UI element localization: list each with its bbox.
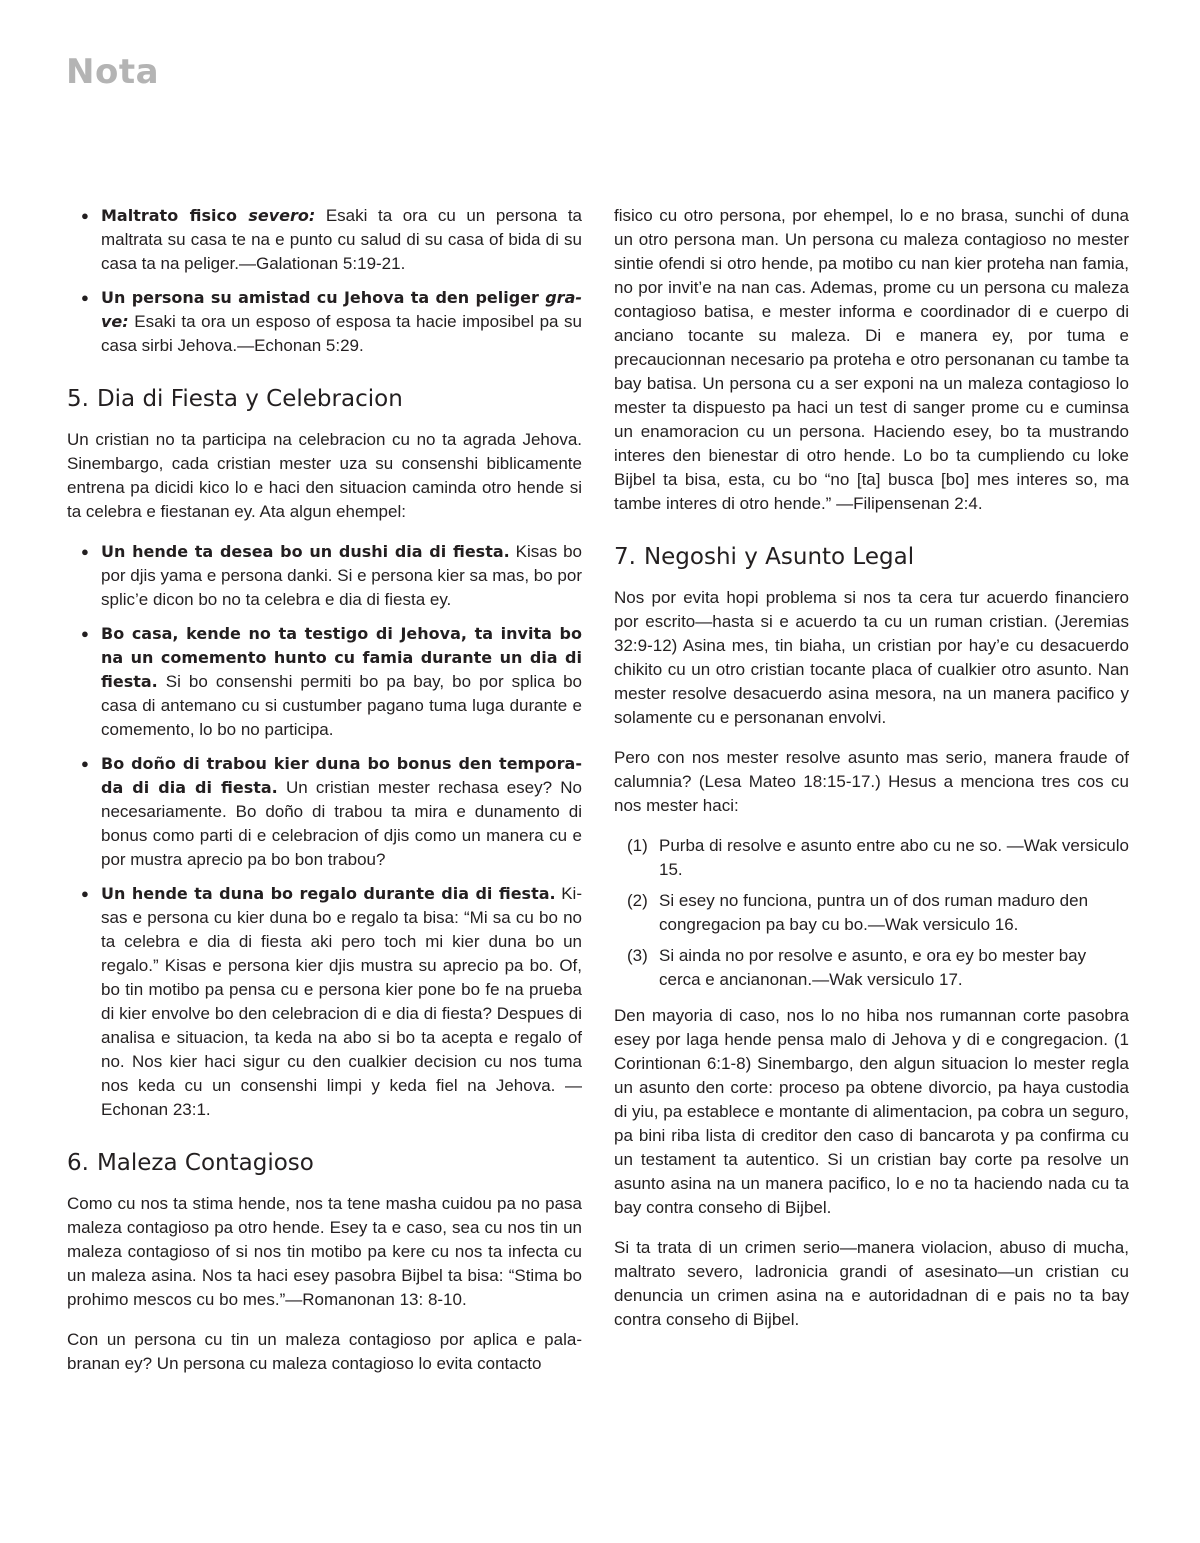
paragraph: Con un persona cu tin un maleza contagioso por aplica e palabranan ey? Un persona cu maleza contagioso lo evita contacto xyxy=(67,1330,582,1373)
section-title: Negoshi y Asunto Legal xyxy=(643,544,915,570)
step-number: (1) xyxy=(627,836,648,855)
list-item xyxy=(614,944,1129,992)
bullet-lead: Un hende ta desea bo un dushi dia di fiesta. xyxy=(101,542,510,561)
page-header-title: Nota xyxy=(66,52,160,92)
right-column xyxy=(614,204,1129,1348)
step-text: Purba di resolve e asunto entre abo cu ne so. —Wak versiculo 15. xyxy=(659,836,1129,879)
paragraph: Den mayoria di caso, nos lo no hiba nos rumannan corte pasobra esey por laga hende pensa malo di Jehova y di e congregacion. (1 Corintionan 6:1-8) Sinembargo, den algun situacion lo mester regla un asunto den corte: proceso pa obtene divorcio, pa haya custodia di yiu, pa establece e montante di alimentacion, pa cobra un seguro, pa bini riba lista di creditor den caso di bancarota y pa confirma cu un testament ta autentico. Si un cristian bay corte pa resolve un asunto asina na un manera pacifico, lo e no ta haciendo nada cu ta bay contra conseho di Bijbel. xyxy=(614,1006,1129,1217)
bullet-text: Un cristian mester rechasa esey? No necesariamente. Bo doño di trabou ta mira e dunamento di bonus como parti di e celebracion of djis como un manera cu e por mustra aprecio pa bo bon trabou? xyxy=(101,778,582,869)
section-heading-7 xyxy=(614,542,1129,572)
step-number: (3) xyxy=(627,946,648,965)
section-heading-5 xyxy=(67,384,582,414)
bullet-lead: Un hende ta duna bo regalo durante dia di fiesta. xyxy=(101,884,556,903)
section-title: Maleza Contagioso xyxy=(96,1150,314,1176)
section-number: 6. xyxy=(67,1150,89,1176)
step-number: (2) xyxy=(627,891,648,910)
bullet-list-top xyxy=(67,204,582,358)
bullet-text: Kisas bo por djis yama e persona danki. Si e persona kier sa mas, bo por splic’e dicon bo no ta celebra e dia di fiesta ey. xyxy=(101,542,582,609)
step-text: Si esey no funciona, puntra un of dos ruman maduro den congregacion pa bay cu bo.—Wak versiculo 16. xyxy=(659,891,1089,934)
bullet-text: Esaki ta ora un esposo of esposa ta hacie imposibel pa su casa sirbi Jehova.—Echonan 5:29. xyxy=(101,312,582,355)
list-item xyxy=(67,882,582,1122)
paragraph: Nos por evita hopi problema si nos ta cera tur acuerdo financiero por escrito—hasta si e acuerdo ta cu un ruman cristian. (Jeremias 32:9-12) Asina mes, tin biaha, un cristian por hay’e cu desacuerdo chikito cu un otro cristian tocante placa of cualkier otro asunto. Nan mester resolve desacuerdo asina mesora, na un manera pacifico y solamente cu e personanan envolvi. xyxy=(614,588,1129,727)
list-item xyxy=(67,752,582,872)
list-item xyxy=(67,622,582,742)
list-item xyxy=(614,889,1129,937)
section-heading-6 xyxy=(67,1148,582,1178)
bullet-text: Kisas e persona cu kier duna bo e regalo ta bisa: “Mi sa cu bo no ta celebra e dia di fiesta aki pero toch mi kier duna bo un regalo.” Kisas e persona kier djis mustra su aprecio pa bo. Of, bo tin motibo pa pensa cu e persona kier pone bo fe na prueba di kier envolve bo den celebracion di e dia di fiesta? Despues di analisa e situacion, ta keda na abo si bo ta acepta e regalo of no. Nos kier haci sigur cu den cualkier decision cu nos tuma nos keda cu un consenshi limpi y keda fiel na Jehova. —Echonan 23:1. xyxy=(101,884,582,1119)
paragraph: Pero con nos mester resolve asunto mas serio, manera fraude of calumnia? (Lesa Mateo 18:15-17.) Hesus a menciona tres cos cu nos mester haci: xyxy=(614,748,1129,815)
list-item xyxy=(67,286,582,358)
paragraph: Como cu nos ta stima hende, nos ta tene masha cuidou pa no pasa maleza contagioso pa otro hende. Esey ta e caso, sea cu nos tin un maleza contagioso of si nos tin motibo pa kere cu nos ta infecta cu un maleza asina. Nos ta haci esey pasobra Bijbel ta bisa: “Stima bo prohimo mescos cu bo mes.”—Romanonan 13: 8-10. xyxy=(67,1194,582,1309)
list-item xyxy=(67,540,582,612)
bullet-lead: Bo doño di trabou kier duna bo bonus den temporada di dia di fiesta. xyxy=(101,754,582,797)
paragraph: fisico cu otro persona, por ehempel, lo e no brasa, sunchi of duna un otro persona man. Un persona cu maleza contagioso no mester sintie ofendi si otro hende, pa motibo cu nan kier proteha nan famia, no por invit’e na nan cas. Ademas, prome cu un persona cu maleza contagioso batisa, e mester informa e coordinador di e cuerpo di anciano tocante su maleza. Di e manera ey, por tuma e precaucionnan necesario pa proteha e otro personanan cu tambe ta bay batisa. Un persona cu a ser exponi na un maleza contagioso lo mester ta dispuesto pa haci un test di sanger prome cu e cuminsa un enamoracion cu un persona. Haciendo esey, bo ta mustrando interes den bienestar di otro hende. Lo bo ta cumpliendo cu loke Bijbel ta bisa, esta, cu bo “no [ta] busca [bo] mes interes so, ma tambe interes di otro hende.” —Filipensenan 2:4. xyxy=(614,206,1129,513)
bullet-lead-italic: severo: xyxy=(248,206,316,225)
bullet-lead-italic: grave: xyxy=(101,288,582,331)
section-number: 7. xyxy=(614,544,636,570)
paragraph: Un cristian no ta participa na celebracion cu no ta agrada Jehova. Sinembargo, cada cristian mester uza su consenshi biblicamente entrena pa dicidi kico lo e haci den situacion caminda otro hende si ta celebra e fiestanan ey. Ata algun ehempel: xyxy=(67,430,582,521)
section-number: 5. xyxy=(67,386,89,412)
left-column xyxy=(67,204,582,1392)
bullet-text: Si bo consenshi permiti bo pa bay, bo por splica bo casa di antemano cu si custumber pagano tuma luga durante e comemento, lo bo no participa. xyxy=(101,672,582,739)
list-item xyxy=(614,834,1129,882)
list-item xyxy=(67,204,582,276)
bullet-lead: Maltrato fisico xyxy=(101,206,249,225)
numbered-list xyxy=(614,834,1129,992)
bullet-text: Esaki ta ora cu un persona ta maltrata su casa te na e punto cu salud di su casa of bida di su casa ta na peliger.—Galationan 5:19-21. xyxy=(101,206,582,273)
bullet-list-section5 xyxy=(67,540,582,1122)
bullet-lead: Un persona su amistad cu Jehova ta den peliger xyxy=(101,288,546,307)
bullet-lead: Bo casa, kende no ta testigo di Jehova, ta invita bo na un comemento hunto cu famia durante un dia di fiesta. xyxy=(101,624,582,691)
section-title: Dia di Fiesta y Celebracion xyxy=(96,386,403,412)
paragraph: Si ta trata di un crimen serio—manera violacion, abuso di mucha, maltrato severo, ladronicia grandi of asesinato—un cristian cu denuncia un crimen asina na e autoridadnan di e pais no ta bay contra conseho di Bijbel. xyxy=(614,1238,1129,1329)
step-text: Si ainda no por resolve e asunto, e ora ey bo mester bay cerca e ancianonan.—Wak versiculo 17. xyxy=(659,946,1087,989)
